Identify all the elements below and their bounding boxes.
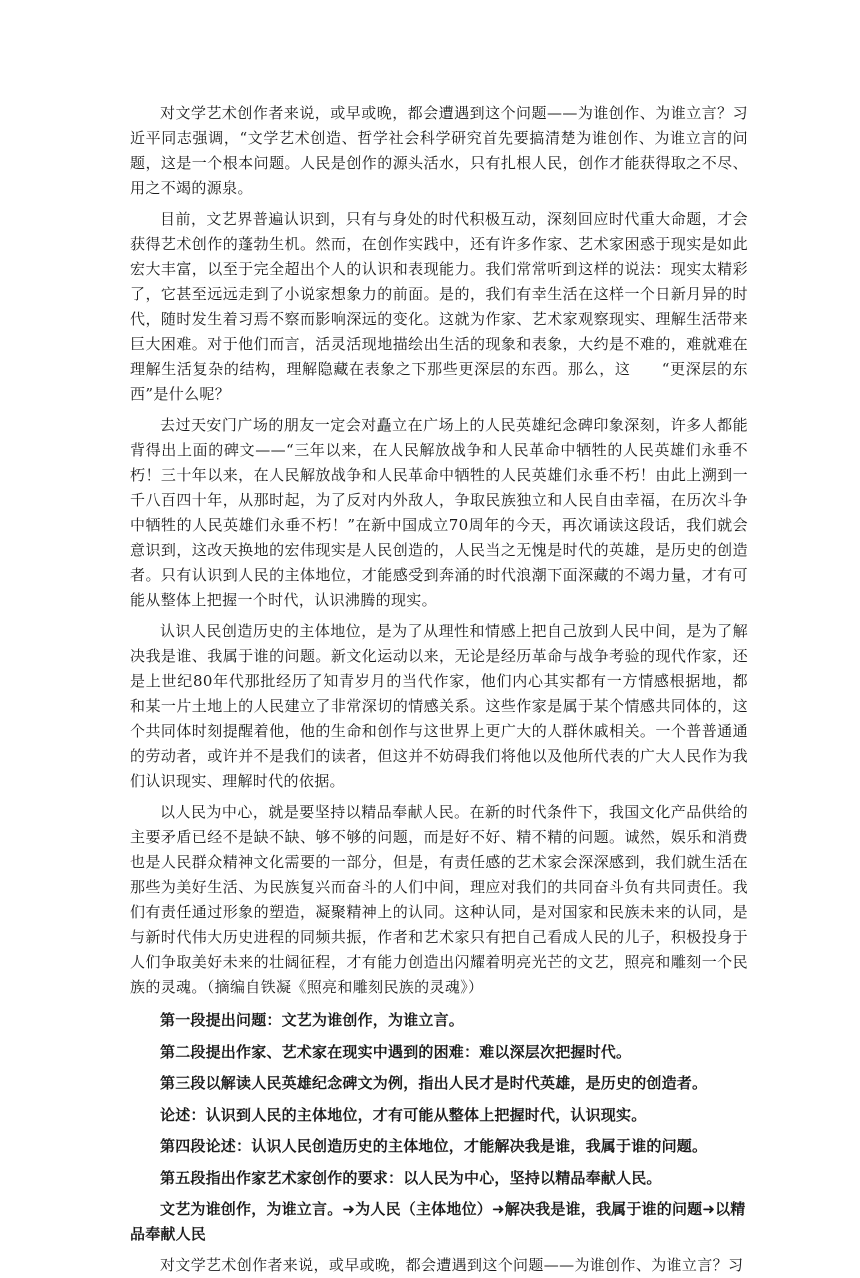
analysis-summary [130,1008,748,1247]
continuation-paragraph: 对文学艺术创作者来说，或早或晚，都会遭遇到这个问题——为谁创作、为谁立言？习 [160,1256,744,1274]
paragraph-2: 目前，文艺界普遍认识到，只有与身处的时代积极互动，深刻回应时代重大命题，才会获得艺术创作的蓬勃生机。然而，在创作实践中，还有许多作家、艺术家困惑于现实是如此宏大丰富，以至于完全超出个人的认识和表现能力。我们常常听到这样的说法：现实太精彩了，它甚至远远走到了小说家想象力的前面。是的，我们有幸生活在这样一个日新月异的时代，随时发生着习焉不察而影响深远的变化。这就为作家、艺术家观察现实、理解生活带来巨大困难。对于他们而言，活灵活现地描绘出生活的现象和表象，大约是不难的，难就难在理解生活复杂的结构，理解隐藏在表象之下那些更深层的东西。那么，这 “更深层的东西”是什么呢？ [130,210,748,403]
summary-line-4: 论述：认识到人民的主体地位，才有可能从整体上把握时代，认识现实。 [160,1105,647,1124]
summary-line-5: 第四段论述：认识人民创造历史的主体地位，才能解决我是谁，我属于谁的问题。 [160,1137,708,1155]
paragraph-5: 以人民为中心，就是要坚持以精品奉献人民。在新的时代条件下，我国文化产品供给的主要矛盾已经不是缺不缺、够不够的问题，而是好不好、精不精的问题。诚然，娱乐和消费也是人民群众精神文化需要的一部分，但是，有责任感的艺术家会深深感到，我们就生活在那些为美好生活、为民族复兴而奋斗的人们中间，理应对我们的共同奋斗负有共同责任。我们有责任通过形象的塑造，凝聚精神上的认同。这种认同，是对国家和民族未来的认同，是与新时代伟大历史进程的同频共振，作者和艺术家只有把自己看成人民的儿子，积极投身于人们争取美好未来的壮阔征程，才有能力创造出闪耀着明亮光芒的文艺，照亮和雕刻一个民族的灵魂。（摘编自铁凝《照亮和雕刻民族的灵魂》） [130,803,748,996]
article-body [130,101,748,1000]
summary-line-3: 第三段以解读人民英雄纪念碑文为例，指出人民才是时代英雄，是历史的创造者。 [160,1074,708,1092]
summary-line-1: 第一段提出问题：文艺为谁创作，为谁立言。 [160,1011,465,1029]
paragraph-3: 去过天安门广场的朋友一定会对矗立在广场上的人民英雄纪念碑印象深刻，许多人都能背得出上面的碑文——“三年以来，在人民解放战争和人民革命中牺牲的人民英雄们永垂不朽！三十年以来，在人民解放战争和人民革命中牺牲的人民英雄们永垂不朽！由此上溯到一千八百四十年，从那时起，为了反对内外敌人，争取民族独立和人民自由幸福，在历次斗争中牺牲的人民英雄们永垂不朽！”在新中国成立70周年的今天，再次诵读这段话，我们就会意识到，这改天换地的宏伟现实是人民创造的，人民当之无愧是时代的英雄，是历史的创造者。只有认识到人民的主体地位，才能感受到奔涌的时代浪潮下面深藏的不竭力量，才有可能从整体上把握一个时代，认识沸腾的现实。 [130,416,748,609]
paragraph-1: 对文学艺术创作者来说，或早或晚，都会遭遇到这个问题——为谁创作、为谁立言？习近平同志强调，“文学艺术创造、哲学社会科学研究首先要搞清楚为谁创作、为谁立言的问题，这是一个根本问题。人民是创作的源头活水，只有扎根人民，创作才能获得取之不尽、用之不竭的源泉。 [130,104,748,197]
summary-line-2: 第二段提出作家、艺术家在现实中遇到的困难：难以深层次把握时代。 [160,1042,632,1061]
summary-line-7: 文艺为谁创作，为谁立言。➜为人民（主体地位）➜解决我是谁，我属于谁的问题➜以精品奉献人民 [130,1200,746,1243]
paragraph-4: 认识人民创造历史的主体地位，是为了从理性和情感上把自己放到人民中间，是为了解决我是谁、我属于谁的问题。新文化运动以来，无论是经历革命与战争考验的现代作家，还是上世纪80年代那批经历了知青岁月的当代作家，他们内心其实都有一方情感根据地，都和某一片土地上的人民建立了非常深切的情感关系。这些作家是属于某个情感共同体的，这个共同体时刻提醒着他，他的生命和创作与这世界上更广大的人群休戚相关。一个普普通通的劳动者，或许并不是我们的读者，但这并不妨碍我们将他以及他所代表的广大人民作为我们认识现实、理解时代的依据。 [130,622,748,790]
summary-line-6: 第五段指出作家艺术家创作的要求：以人民为中心，坚持以精品奉献人民。 [160,1168,662,1187]
